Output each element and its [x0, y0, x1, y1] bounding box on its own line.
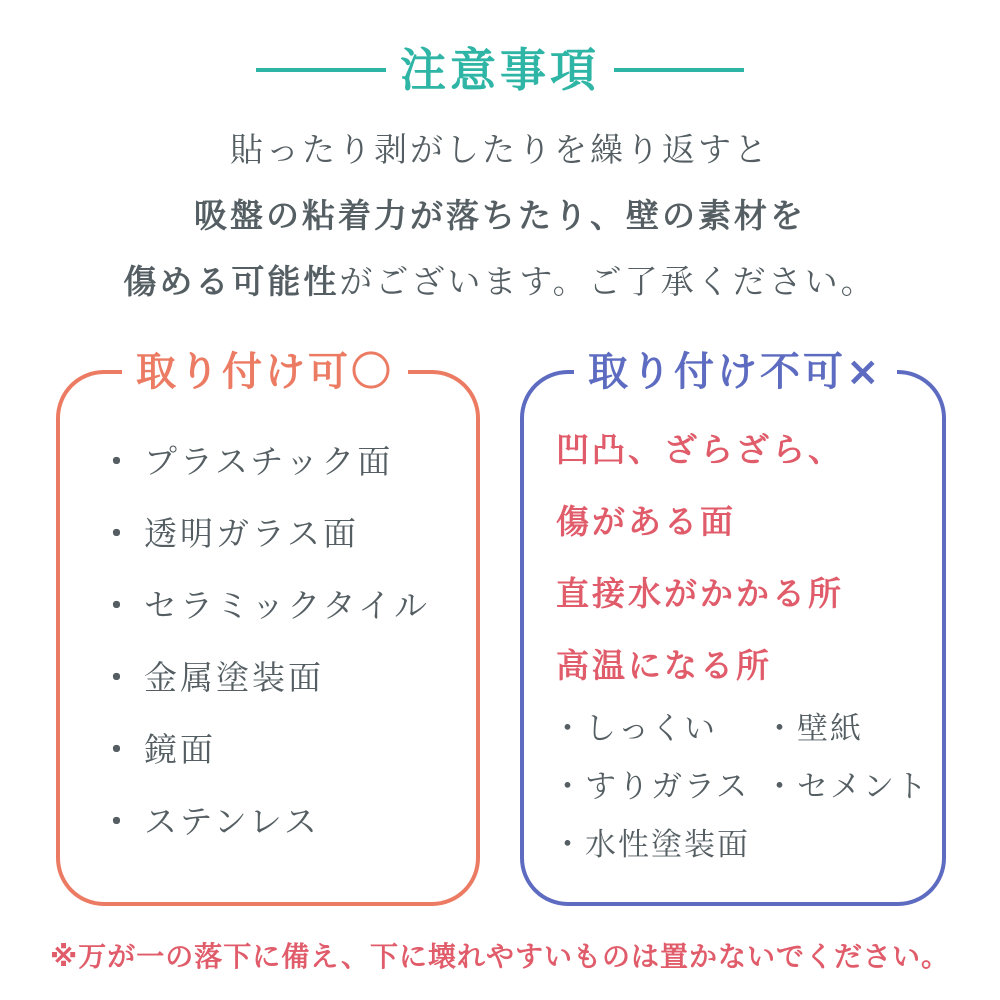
- list-item: [100, 578, 430, 650]
- bullet: ・: [100, 442, 136, 481]
- page-title: 注意事項: [400, 43, 600, 97]
- bullet: ・: [100, 802, 136, 841]
- list-item: [100, 506, 430, 578]
- list-item-label: しっくい: [585, 711, 717, 747]
- list-item-label: セメント: [797, 769, 929, 805]
- title-row: [0, 40, 1000, 100]
- ok-surfaces-box: [56, 349, 480, 906]
- ng-surface-list: [552, 700, 932, 874]
- ng-highlight-list: [556, 420, 844, 708]
- list-item: [100, 650, 430, 722]
- list-item: [100, 794, 430, 866]
- list-item-label: プラスチック面: [144, 442, 394, 481]
- list-item: ・セメント: [764, 758, 929, 816]
- list-item: ・壁紙: [764, 700, 863, 758]
- ng-highlight-item: 凹凸、ざらざら、: [556, 430, 844, 469]
- ok-surface-list: [100, 434, 430, 866]
- bullet: ・: [100, 586, 136, 625]
- ng-surfaces-box: [520, 349, 946, 906]
- title-line-right: [614, 68, 744, 72]
- list-item-label: 鏡面: [144, 730, 216, 769]
- ng-box-title: 取り付け不可×: [574, 340, 897, 404]
- list-item: ・しっくい: [552, 700, 764, 758]
- list-item-label: 透明ガラス面: [144, 514, 360, 553]
- list-item-label: セラミックタイル: [144, 586, 431, 625]
- warning-note: ※万が一の落下に備え、下に壊れやすいものは置かないでください。: [50, 940, 950, 973]
- list-item: ・水性塗装面: [552, 816, 750, 874]
- intro-line-2-text: 吸盤の粘着力が落ちたり、壁の素材を: [194, 196, 806, 235]
- list-item-label: 壁紙: [797, 711, 863, 747]
- list-item-label: 金属塗装面: [144, 658, 324, 697]
- bullet: ・: [100, 730, 136, 769]
- list-item-label: 水性塗装面: [585, 827, 750, 863]
- ng-highlight-item: 傷がある面: [556, 502, 736, 541]
- list-item-label: ステンレス: [144, 802, 320, 841]
- bullet: ・: [100, 658, 136, 697]
- bullet: ・: [100, 514, 136, 553]
- list-item: ・すりガラス: [552, 758, 764, 816]
- list-item-label: すりガラス: [585, 769, 750, 805]
- list-item: [100, 434, 430, 506]
- title-line-left: [256, 68, 386, 72]
- ng-highlight-item: 高温になる所: [556, 646, 772, 685]
- ng-highlight-item: 直接水がかかる所: [556, 574, 844, 613]
- intro-line-3: [0, 256, 1000, 303]
- list-item: [100, 722, 430, 794]
- intro-line-3-rest: がございます。ご了承ください。: [339, 262, 877, 301]
- intro-line-1: 貼ったり剥がしたりを繰り返すと: [230, 130, 770, 169]
- intro-line-3-bold: 傷める可能性: [123, 262, 340, 301]
- ok-box-title: 取り付け可〇: [122, 340, 408, 404]
- intro-line-2: [0, 190, 1000, 237]
